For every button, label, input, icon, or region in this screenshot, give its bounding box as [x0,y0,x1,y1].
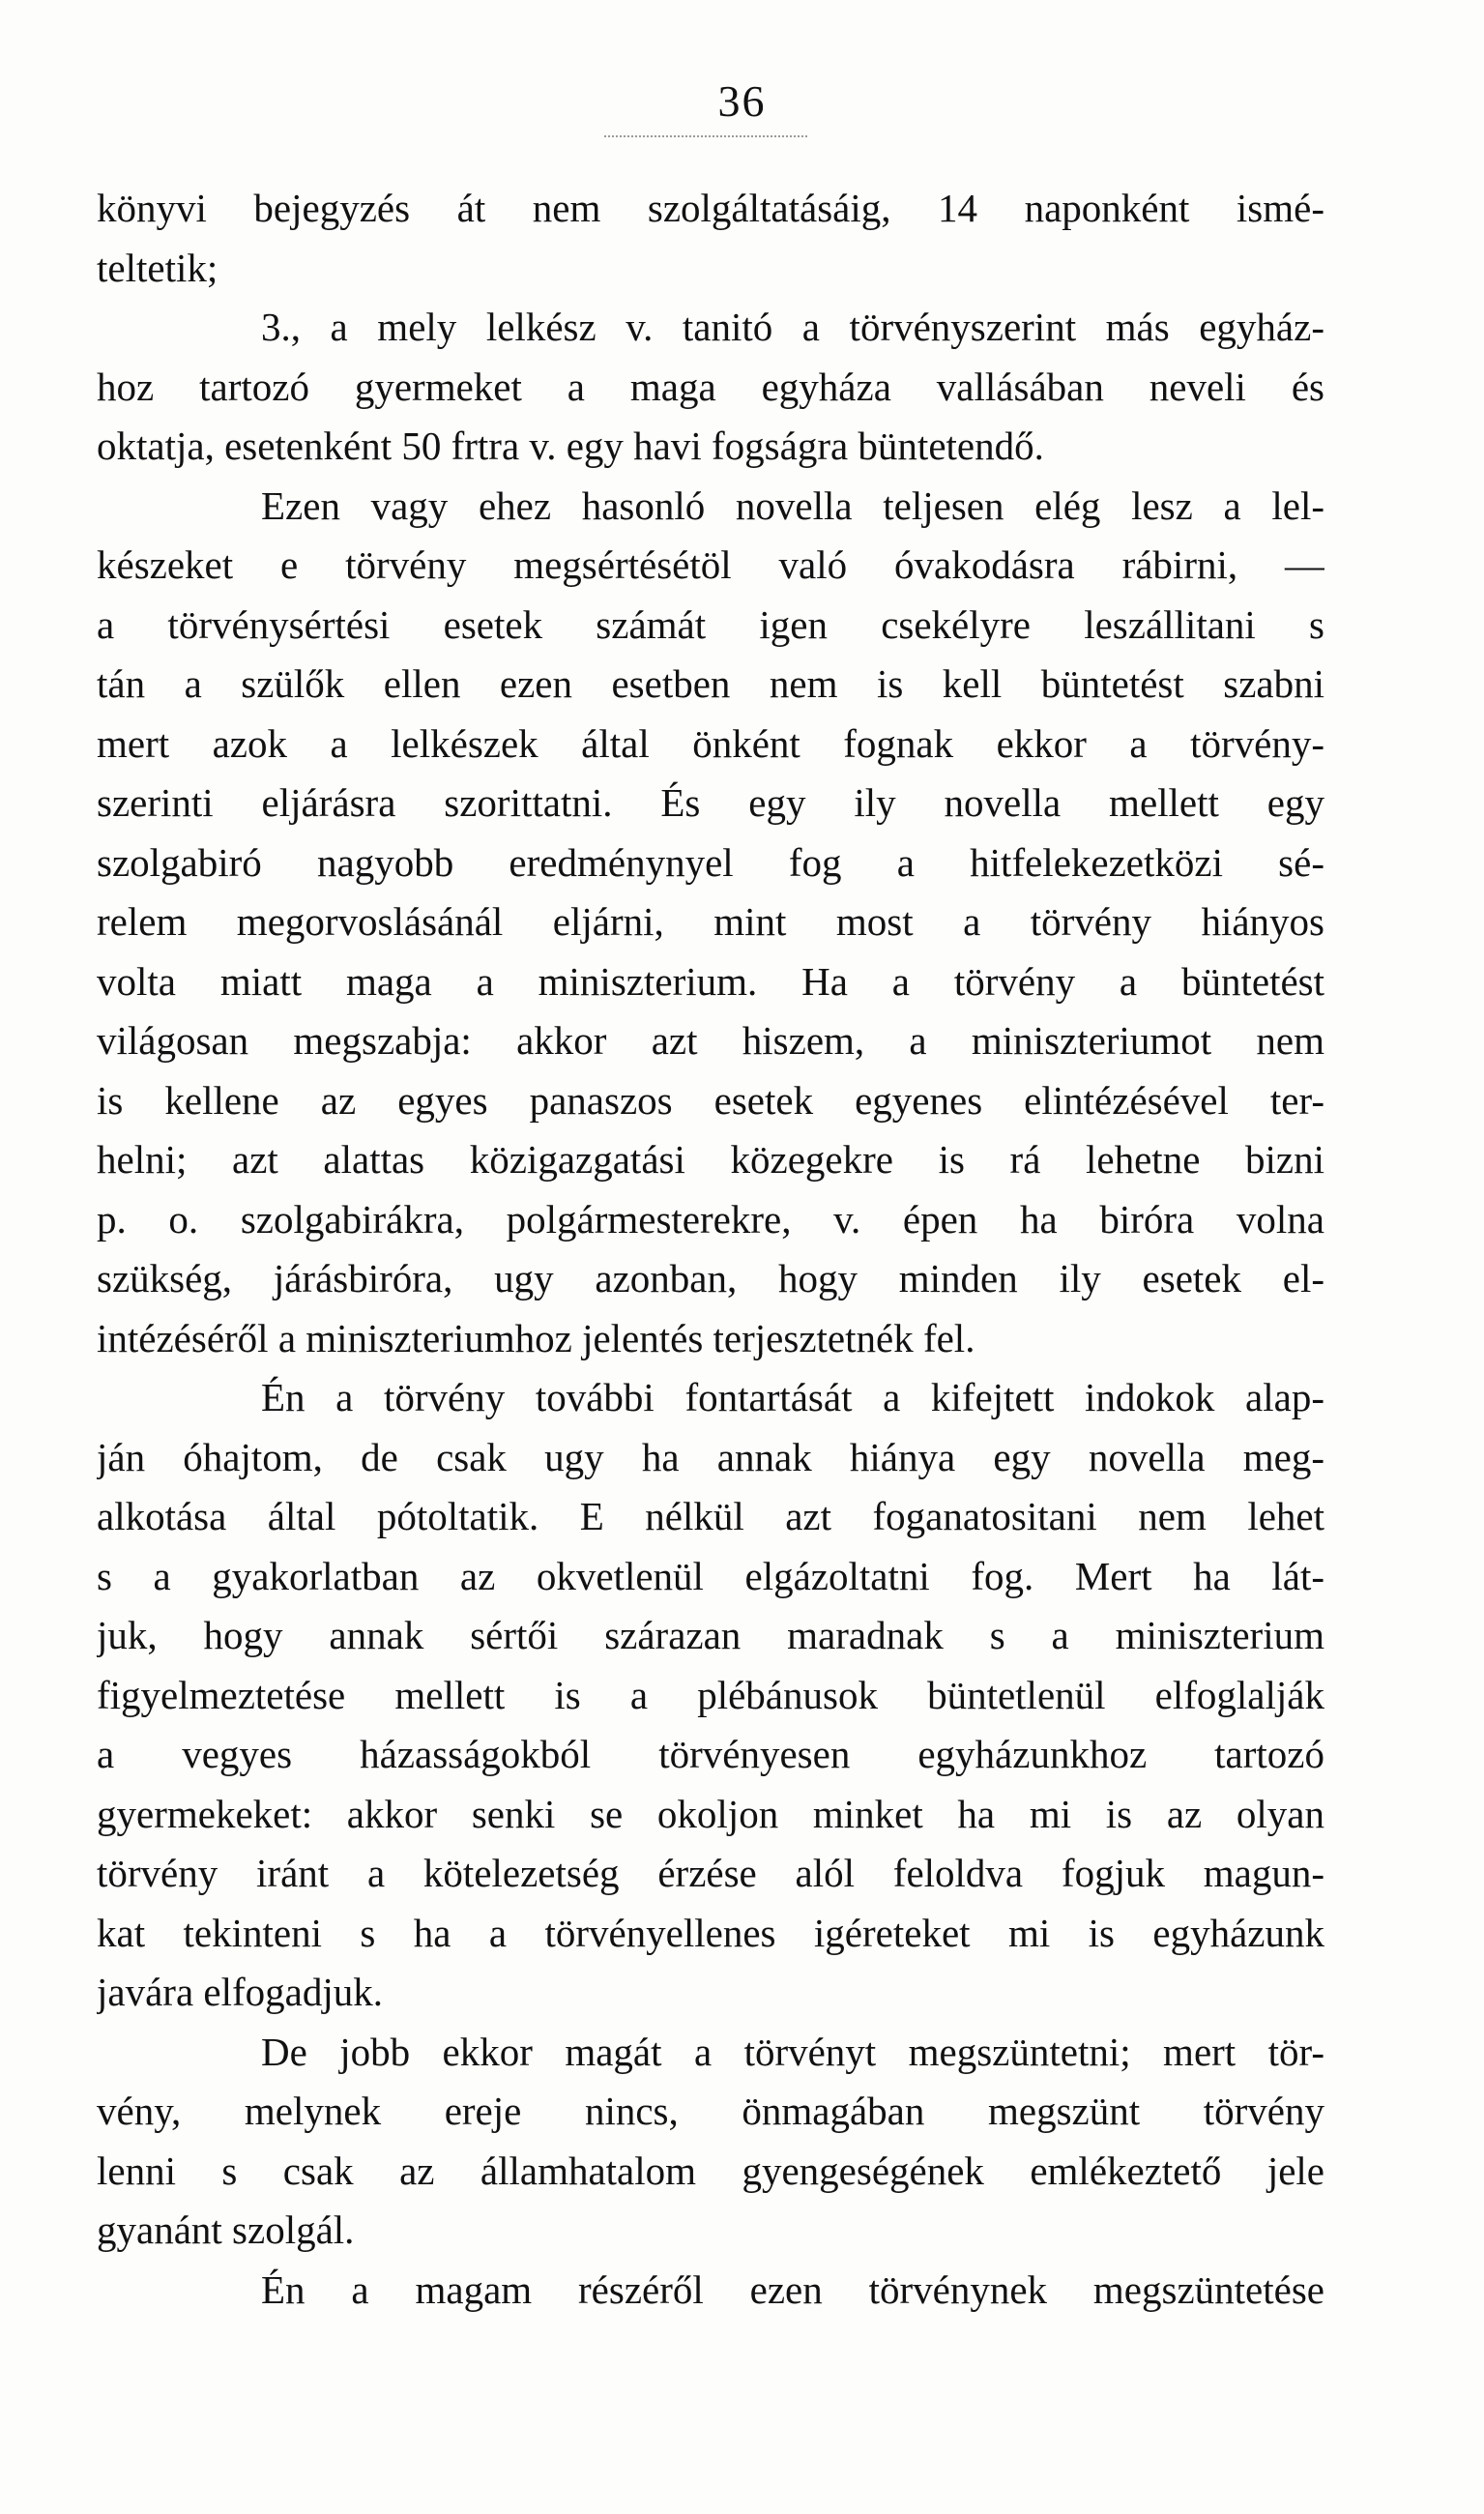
body-text [97,179,1324,2320]
text-line: Ezen vagy ehez hasonló novella teljesen elég lesz a lel- [261,482,1324,528]
text-line: helni; azt alattas közigazgatási közegekre is rá lehetne bizni [97,1137,1324,1182]
text-line: szolgabiró nagyobb eredménynyel fog a hitfelekezetközi sé- [97,839,1324,885]
text-line: szerinti eljárásra szorittatni. És egy ily novella mellett egy [97,780,1324,825]
text-line: oktatja, esetenként 50 frtra v. egy havi fogságra büntetendő. [97,424,1044,468]
text-line: lenni s csak az államhatalom gyengeségének emlékeztető jele [97,2148,1324,2193]
text-line: alkotása által pótoltatik. E nélkül azt foganatositani nem lehet [97,1494,1324,1538]
text-line: s a gyakorlatban az okvetlenül elgázoltatni fog. Mert ha lát- [97,1553,1324,1598]
text-line: 3., a mely lelkész v. tanitó a törvényszerint más egyház- [261,305,1324,349]
page-number: 36 [717,76,767,126]
text-line: világosan megszabja: akkor azt hiszem, a miniszteriumot nem [97,1018,1324,1063]
text-line: a vegyes házasságokból törvényesen egyházunkhoz tartozó [97,1732,1324,1776]
text-line: tán a szülők ellen ezen esetben nem is kell büntetést szabni [97,661,1324,706]
text-line: kat tekinteni s ha a törvényellenes igéreteket mi is egyházunk [97,1910,1324,1955]
text-line: figyelmeztetése mellett is a plébánusok büntetlenül elfoglalják [97,1672,1324,1717]
text-line: Én a törvény további fontartását a kifejtett indokok alap- [261,1375,1324,1419]
text-line: mert azok a lelkészek által önként fognak ekkor a törvény- [97,720,1324,766]
text-line: vény, melynek ereje nincs, önmagában megszünt törvény [97,2089,1324,2133]
text-line: szükség, járásbiróra, ugy azonban, hogy minden ily esetek el- [97,1256,1324,1301]
text-line: könyvi bejegyzés át nem szolgáltatásáig, 14 naponként ismé- [97,186,1324,230]
text-line: is kellene az egyes panaszos esetek egyenes elintézésével ter- [97,1077,1324,1123]
text-line: p. o. szolgabirákra, polgármesterekre, v. épen ha biróra volna [97,1196,1324,1242]
text-line: gyermekeket: akkor senki se okoljon minket ha mi is az olyan [97,1791,1324,1836]
text-line: javára elfogadjuk. [97,1970,383,2014]
text-line: ján óhajtom, de csak ugy ha annak hiánya egy novella meg- [97,1434,1324,1479]
text-line: intézéséről a miniszteriumhoz jelentés terjesztetnék fel. [97,1315,975,1360]
text-line: készeket e törvény megsértésétöl való óvakodásra rábirni, — [97,542,1324,587]
text-line: Én a magam részéről ezen törvénynek megszüntetése [261,2266,1324,2312]
text-line: relem megorvoslásánál eljárni, mint most a törvény hiányos [97,899,1324,944]
text-line: törvény iránt a kötelezetség érzése alól feloldva fogjuk magun- [97,1851,1324,1895]
text-line: hoz tartozó gyermeket a maga egyháza vallásában neveli és [97,364,1324,409]
page-number-rule [604,135,807,137]
text-line: a törvénysértési esetek számát igen csekélyre leszállitani s [97,601,1324,647]
text-line: gyanánt szolgál. [97,2207,355,2252]
text-line: volta miatt maga a miniszterium. Ha a törvény a büntetést [97,958,1324,1004]
text-line: De jobb ekkor magát a törvényt megszüntetni; mert tör- [261,2029,1324,2074]
text-line: teltetik; [97,245,218,290]
text-line: juk, hogy annak sértői szárazan maradnak s a miniszterium [97,1613,1324,1657]
